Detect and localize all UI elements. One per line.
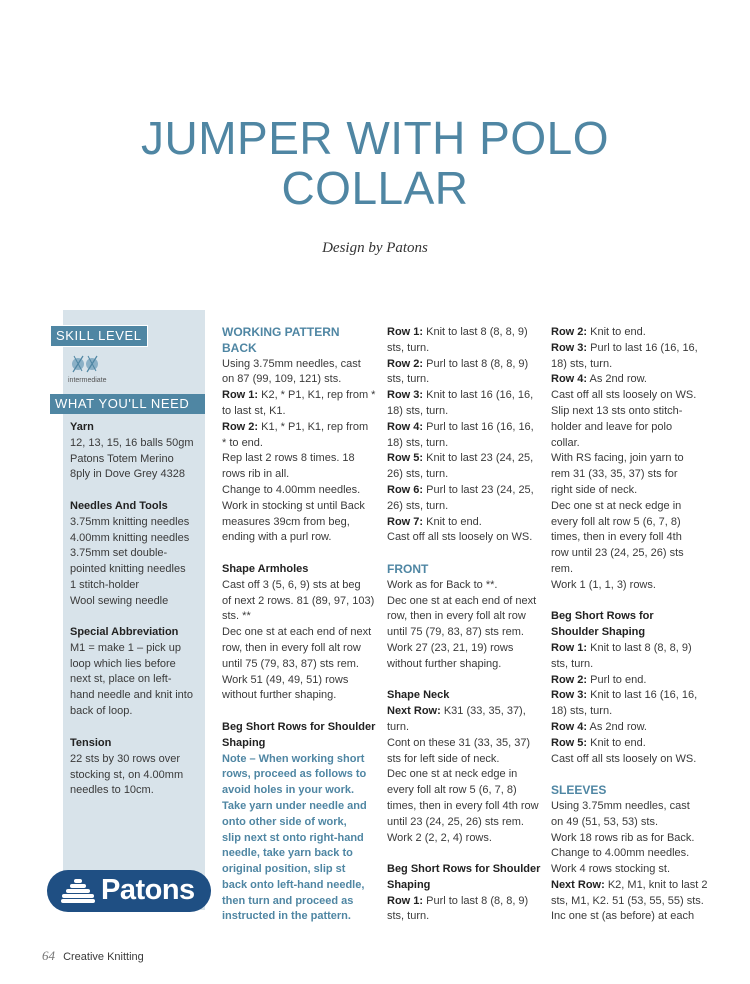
text-line: Cast off all sts loosely on WS. [387,531,533,544]
text-line: Work 27 (23, 21, 19) rows [387,641,514,654]
subheading: Shape Armholes [222,562,309,575]
text-line: times, then in every foll 4th [551,531,682,544]
text-line: Work 18 rows rib as for Back. [551,831,695,844]
text-line: every foll alt row 5 (6, 7, 8) [551,515,681,528]
row-label: Row 2: [551,673,588,686]
text-line: rem 31 (33, 35, 37) sts for [551,468,678,481]
text-line: ending with a purl row. [222,531,332,544]
column-2 [387,325,542,925]
text-line: Row 5: Knit to end. [551,736,646,749]
text-line: Row 1: Purl to last 8 (8, 8, 9) [387,894,529,907]
text-line: Row 5: Knit to last 23 (24, 25, [387,452,534,465]
text-line: * to end. [222,436,263,449]
yarn-line: Patons Totem Merino [70,452,174,465]
tools-line: pointed knitting needles [70,563,186,576]
note-line: avoid holes in your work. [222,784,355,797]
text-line: Row 1: Knit to last 8 (8, 8, 9) [551,641,692,654]
text-line: sts, turn. [387,910,430,923]
tools-line: Wool sewing needle [70,594,169,607]
text-line: Cast off all sts loosely on WS. [551,389,697,402]
text-line: Cast off 3 (5, 6, 9) sts at beg [222,578,361,591]
row-label: Row 4: [551,720,588,733]
page-footer [42,948,144,964]
tension-line: 22 sts by 30 rows over [70,752,181,765]
yarn-balls-icon [68,353,113,385]
section-heading: BACK [222,340,257,355]
section-heading: WORKING PATTERN [222,325,340,339]
subheading: Shoulder Shaping [551,626,646,639]
text-line: Change to 4.00mm needles. [551,847,690,860]
text-line: Dec one st at each end of next [387,594,537,607]
text-line: Row 3: Knit to last 16 (16, 16, [387,389,534,402]
row-label: Row 5: [551,736,588,749]
text-line: Row 2: Purl to end. [551,673,647,686]
row-label: Row 5: [387,452,424,465]
text-line: With RS facing, join yarn to [551,452,684,465]
text-line: without further shaping. [387,657,502,670]
note-line: original position, slip st [222,863,346,876]
note-line: then turn and proceed as [222,894,354,907]
patons-logo-icon [61,879,95,903]
text-line: row, then in every foll alt row [222,641,361,654]
subheading: Shape Neck [387,689,450,702]
text-line: Row 2: Knit to end. [551,326,646,338]
subheading: Shaping [222,736,266,749]
yarn-line: 8ply in Dove Grey 4328 [70,468,185,481]
text-line: Row 2: K1, * P1, K1, rep from [222,420,369,433]
text-line: of next 2 rows. 81 (89, 97, 103) [222,594,375,607]
row-label: Row 4: [551,373,588,386]
text-line: collar. [551,436,580,449]
text-line: Rep last 2 rows 8 times. 18 [222,452,355,465]
patons-logo [47,870,211,912]
note-line: rows, proceed as follows to [222,768,367,781]
yarn-heading: Yarn [70,421,94,433]
text-line: Row 1: K2, * P1, K1, rep from * [222,389,376,402]
text-line: sts, turn. [551,657,594,670]
row-label: Row 1: [387,326,424,338]
note-line: back onto left-hand needle, [222,878,365,891]
text-line: Next Row: K31 (33, 35, 37), [387,705,526,718]
text-line: sts, M1, K2. 51 (53, 55, 55) sts. [551,894,704,907]
publication-name: Creative Knitting [63,951,144,963]
text-line: holder and leave for polo [551,420,673,433]
text-line: Dec one st at neck edge in [387,768,518,781]
note-line: Take yarn under needle and [222,799,367,812]
subheading: Shaping [387,878,431,891]
section-heading: SLEEVES [551,783,607,798]
skill-level-label: intermediate [68,377,107,384]
row-label: Row 3: [551,689,588,702]
yarn-line: 12, 13, 15, 16 balls 50gm [70,436,194,449]
text-line: 18) sts, turn. [387,404,449,417]
text-line: sts, turn. [387,373,430,386]
what-youll-need-header: WHAT YOU'LL NEED [50,394,205,414]
note-line: instructed in the pattern. [222,910,351,923]
note-line: slip next st onto right-hand [222,831,364,844]
text-line: Using 3.75mm needles, cast [551,799,690,812]
text-line: Inc one st (as before) at each [551,910,695,923]
subheading: Beg Short Rows for Shoulder [222,720,376,733]
row-label: Row 2: [222,420,259,433]
tension-line: needles to 10cm. [70,784,154,797]
row-label: Row 1: [222,389,259,402]
text-line: rem. [551,562,573,575]
page-number: 64 [42,948,55,963]
yarn-block [70,420,205,483]
tension-heading: Tension [70,737,112,749]
tools-line: 4.00mm knitting needles [70,531,190,544]
text-line: Dec one st at each end of next [222,626,372,639]
subheading: Beg Short Rows for Shoulder [387,863,541,876]
text-line: row until 23 (24, 25, 26) sts [551,547,684,560]
row-label: Row 2: [387,357,424,370]
text-line: Cont on these 31 (33, 35, 37) [387,736,531,749]
byline: Design by Patons [322,240,428,256]
tools-line: 3.75mm knitting needles [70,515,190,528]
tools-block [70,499,205,610]
text-line: Work in stocking st until Back [222,499,365,512]
row-label: Row 3: [551,341,588,354]
abbreviation-line: M1 = make 1 – pick up [70,641,181,654]
text-line: Row 6: Purl to last 23 (24, 25, [387,483,534,496]
text-line: Row 1: Knit to last 8 (8, 8, 9) [387,326,528,338]
text-line: Work 51 (49, 49, 51) rows [222,673,349,686]
text-line: Work as for Back to **. [387,578,498,591]
abbreviation-line: loop which lies before [70,657,176,670]
row-label: Row 1: [387,894,424,907]
text-line: sts. ** [222,610,251,623]
text-line: Dec one st at neck edge in [551,499,682,512]
subheading: Beg Short Rows for [551,610,654,623]
abbreviation-block [70,625,205,720]
text-line: on 49 (51, 53, 53) sts. [551,815,659,828]
text-line: Row 3: Purl to last 16 (16, 16, [551,341,698,354]
row-label: Row 3: [387,389,424,402]
tools-line: 3.75mm set double- [70,547,168,560]
text-line: until 23 (24, 25, 26) sts rem. [387,815,524,828]
text-line: 26) sts, turn. [387,499,449,512]
row-label: Row 4: [387,420,424,433]
tension-block [70,736,205,799]
text-line: Row 4: Purl to last 16 (16, 16, [387,420,534,433]
row-label: Row 2: [551,326,588,338]
row-label: Row 7: [387,515,424,528]
abbreviation-line: next st, place on left- [70,673,172,686]
tools-heading: Needles And Tools [70,500,168,512]
text-line: on 87 (99, 109, 121) sts. [222,373,342,386]
page-title [0,113,750,213]
text-line: measures 39cm from beg, [222,515,350,528]
text-line: Row 2: Purl to last 8 (8, 8, 9) [387,357,529,370]
text-line: Slip next 13 sts onto stitch- [551,404,683,417]
text-line: Row 4: As 2nd row. [551,373,647,386]
note-line: needle, take yarn back to [222,847,353,860]
text-line: Row 7: Knit to end. [387,515,482,528]
text-line: 26) sts, turn. [387,468,449,481]
text-line: 18) sts, turn. [551,357,613,370]
abbreviation-line: hand needle and knit into [70,689,193,702]
column-3 [551,325,716,925]
abbreviation-heading: Special Abbreviation [70,626,179,638]
text-line: every foll alt row 5 (6, 7, 8) [387,784,517,797]
text-line: turn. [387,720,410,733]
tools-line: 1 stitch-holder [70,578,140,591]
tension-line: stocking st, on 4.00mm [70,768,184,781]
abbreviation-line: back of loop. [70,704,133,717]
row-label: Row 1: [551,641,588,654]
text-line: Using 3.75mm needles, cast [222,357,361,370]
skill-level-header: SKILL LEVEL [50,325,148,347]
text-line: Row 4: As 2nd row. [551,720,647,733]
text-line: until 75 (79, 83, 87) sts rem. [387,626,524,639]
text-line: Next Row: K2, M1, knit to last 2 [551,878,708,891]
text-line: Cast off all sts loosely on WS. [551,752,697,765]
text-line: Change to 4.00mm needles. [222,483,361,496]
text-line: until 75 (79, 83, 87) sts rem. [222,657,359,670]
title-line-1: JUMPER WITH POLO [140,112,610,164]
text-line: rows rib in all. [222,468,290,481]
text-line: row, then in every foll alt row [387,610,526,623]
column-1 [222,325,377,925]
section-heading: FRONT [387,561,429,576]
text-line: Work 2 (2, 2, 4) rows. [387,831,492,844]
row-label: Row 6: [387,483,424,496]
row-label: Next Row: [551,878,605,891]
text-line: to last st, K1. [222,404,286,417]
text-line: sts, turn. [387,341,430,354]
text-line: 18) sts, turn. [387,436,449,449]
note-line: Note – When working short [222,752,365,765]
text-line: Row 3: Knit to last 16 (16, 16, [551,689,698,702]
text-line: 18) sts, turn. [551,705,613,718]
text-line: right side of neck. [551,483,638,496]
title-line-2: COLLAR [281,162,469,214]
text-line: Work 4 rows stocking st. [551,863,670,876]
note-line: onto other side of work, [222,815,347,828]
text-line: without further shaping. [222,689,337,702]
row-label: Next Row: [387,705,441,718]
patons-logo-text: Patons [101,874,195,906]
text-line: Work 1 (1, 1, 3) rows. [551,578,656,591]
text-line: times, then in every foll 4th row [387,799,539,812]
text-line: sts for left side of neck. [387,752,500,765]
